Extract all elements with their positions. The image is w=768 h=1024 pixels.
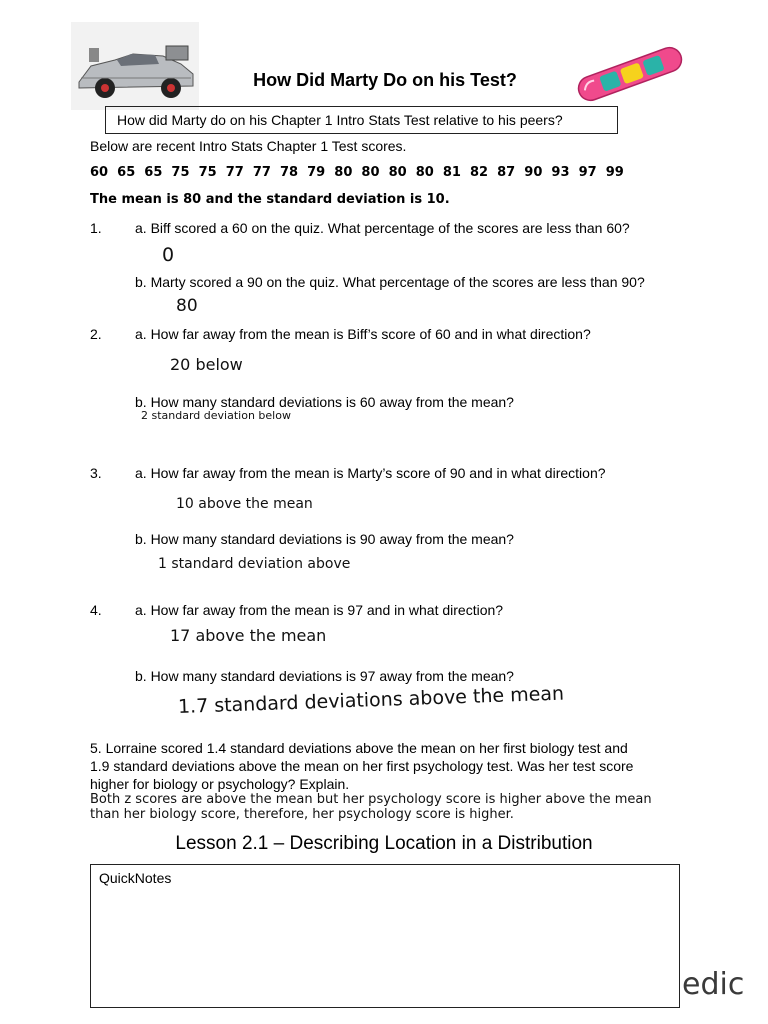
- answer-2b: 2 standard deviation below: [141, 409, 291, 422]
- answer-4a: 17 above the mean: [170, 626, 327, 645]
- intro-text: Below are recent Intro Stats Chapter 1 Test scores.: [90, 138, 407, 154]
- question-3b: b. How many standard deviations is 90 away from the mean?: [135, 531, 514, 547]
- question-number: 3.: [90, 465, 102, 481]
- watermark-text: edic: [682, 967, 745, 1002]
- page-title: How Did Marty Do on his Test?: [253, 70, 517, 90]
- question-number: 1.: [90, 220, 102, 236]
- answer-1b: 80: [176, 296, 198, 316]
- hoverboard-image: [566, 38, 694, 110]
- quicknotes-label: QuickNotes: [99, 870, 172, 886]
- answer-5-line1: Both z scores are above the mean but her psychology score is higher above the mean: [90, 792, 652, 807]
- answer-5-line2: than her biology score, therefore, her psychology score is higher.: [90, 807, 514, 822]
- question-5-line3: higher for biology or psychology? Explain.: [90, 776, 350, 792]
- question-2b: b. How many standard deviations is 60 away from the mean?: [135, 394, 514, 410]
- lesson-title: Lesson 2.1 – Describing Location in a Distribution: [175, 833, 593, 854]
- scores-list: 60 65 65 75 75 77 77 78 79 80 80 80 80 81 82 87 90 93 97 99: [90, 165, 624, 180]
- question-number: 4.: [90, 602, 102, 618]
- answer-3b: 1 standard deviation above: [158, 556, 351, 572]
- question-5-line2: 1.9 standard deviations above the mean on her first psychology test. Was her test score: [90, 758, 634, 774]
- answer-3a: 10 above the mean: [176, 496, 313, 512]
- quicknotes-box: [90, 864, 680, 1008]
- question-1a: a. Biff scored a 60 on the quiz. What percentage of the scores are less than 60?: [135, 220, 630, 236]
- mean-sd-statement: The mean is 80 and the standard deviation is 10.: [90, 192, 450, 207]
- answer-2a: 20 below: [170, 355, 243, 374]
- question-2a: a. How far away from the mean is Biff’s score of 60 and in what direction?: [135, 326, 591, 342]
- delorean-car-image: [71, 22, 199, 110]
- answer-1a: 0: [162, 244, 175, 266]
- question-3a: a. How far away from the mean is Marty’s score of 90 and in what direction?: [135, 465, 606, 481]
- question-4a: a. How far away from the mean is 97 and in what direction?: [135, 602, 504, 618]
- question-number: 2.: [90, 326, 102, 342]
- question-box-text: How did Marty do on his Chapter 1 Intro Stats Test relative to his peers?: [117, 112, 563, 128]
- question-1b: b. Marty scored a 90 on the quiz. What percentage of the scores are less than 90?: [135, 274, 645, 290]
- question-5-line1: 5. Lorraine scored 1.4 standard deviations above the mean on her first biology test and: [90, 740, 628, 756]
- question-box: [105, 106, 618, 134]
- answer-4b: 1.7 standard deviations above the mean: [177, 682, 565, 718]
- question-4b: b. How many standard deviations is 97 away from the mean?: [135, 668, 514, 684]
